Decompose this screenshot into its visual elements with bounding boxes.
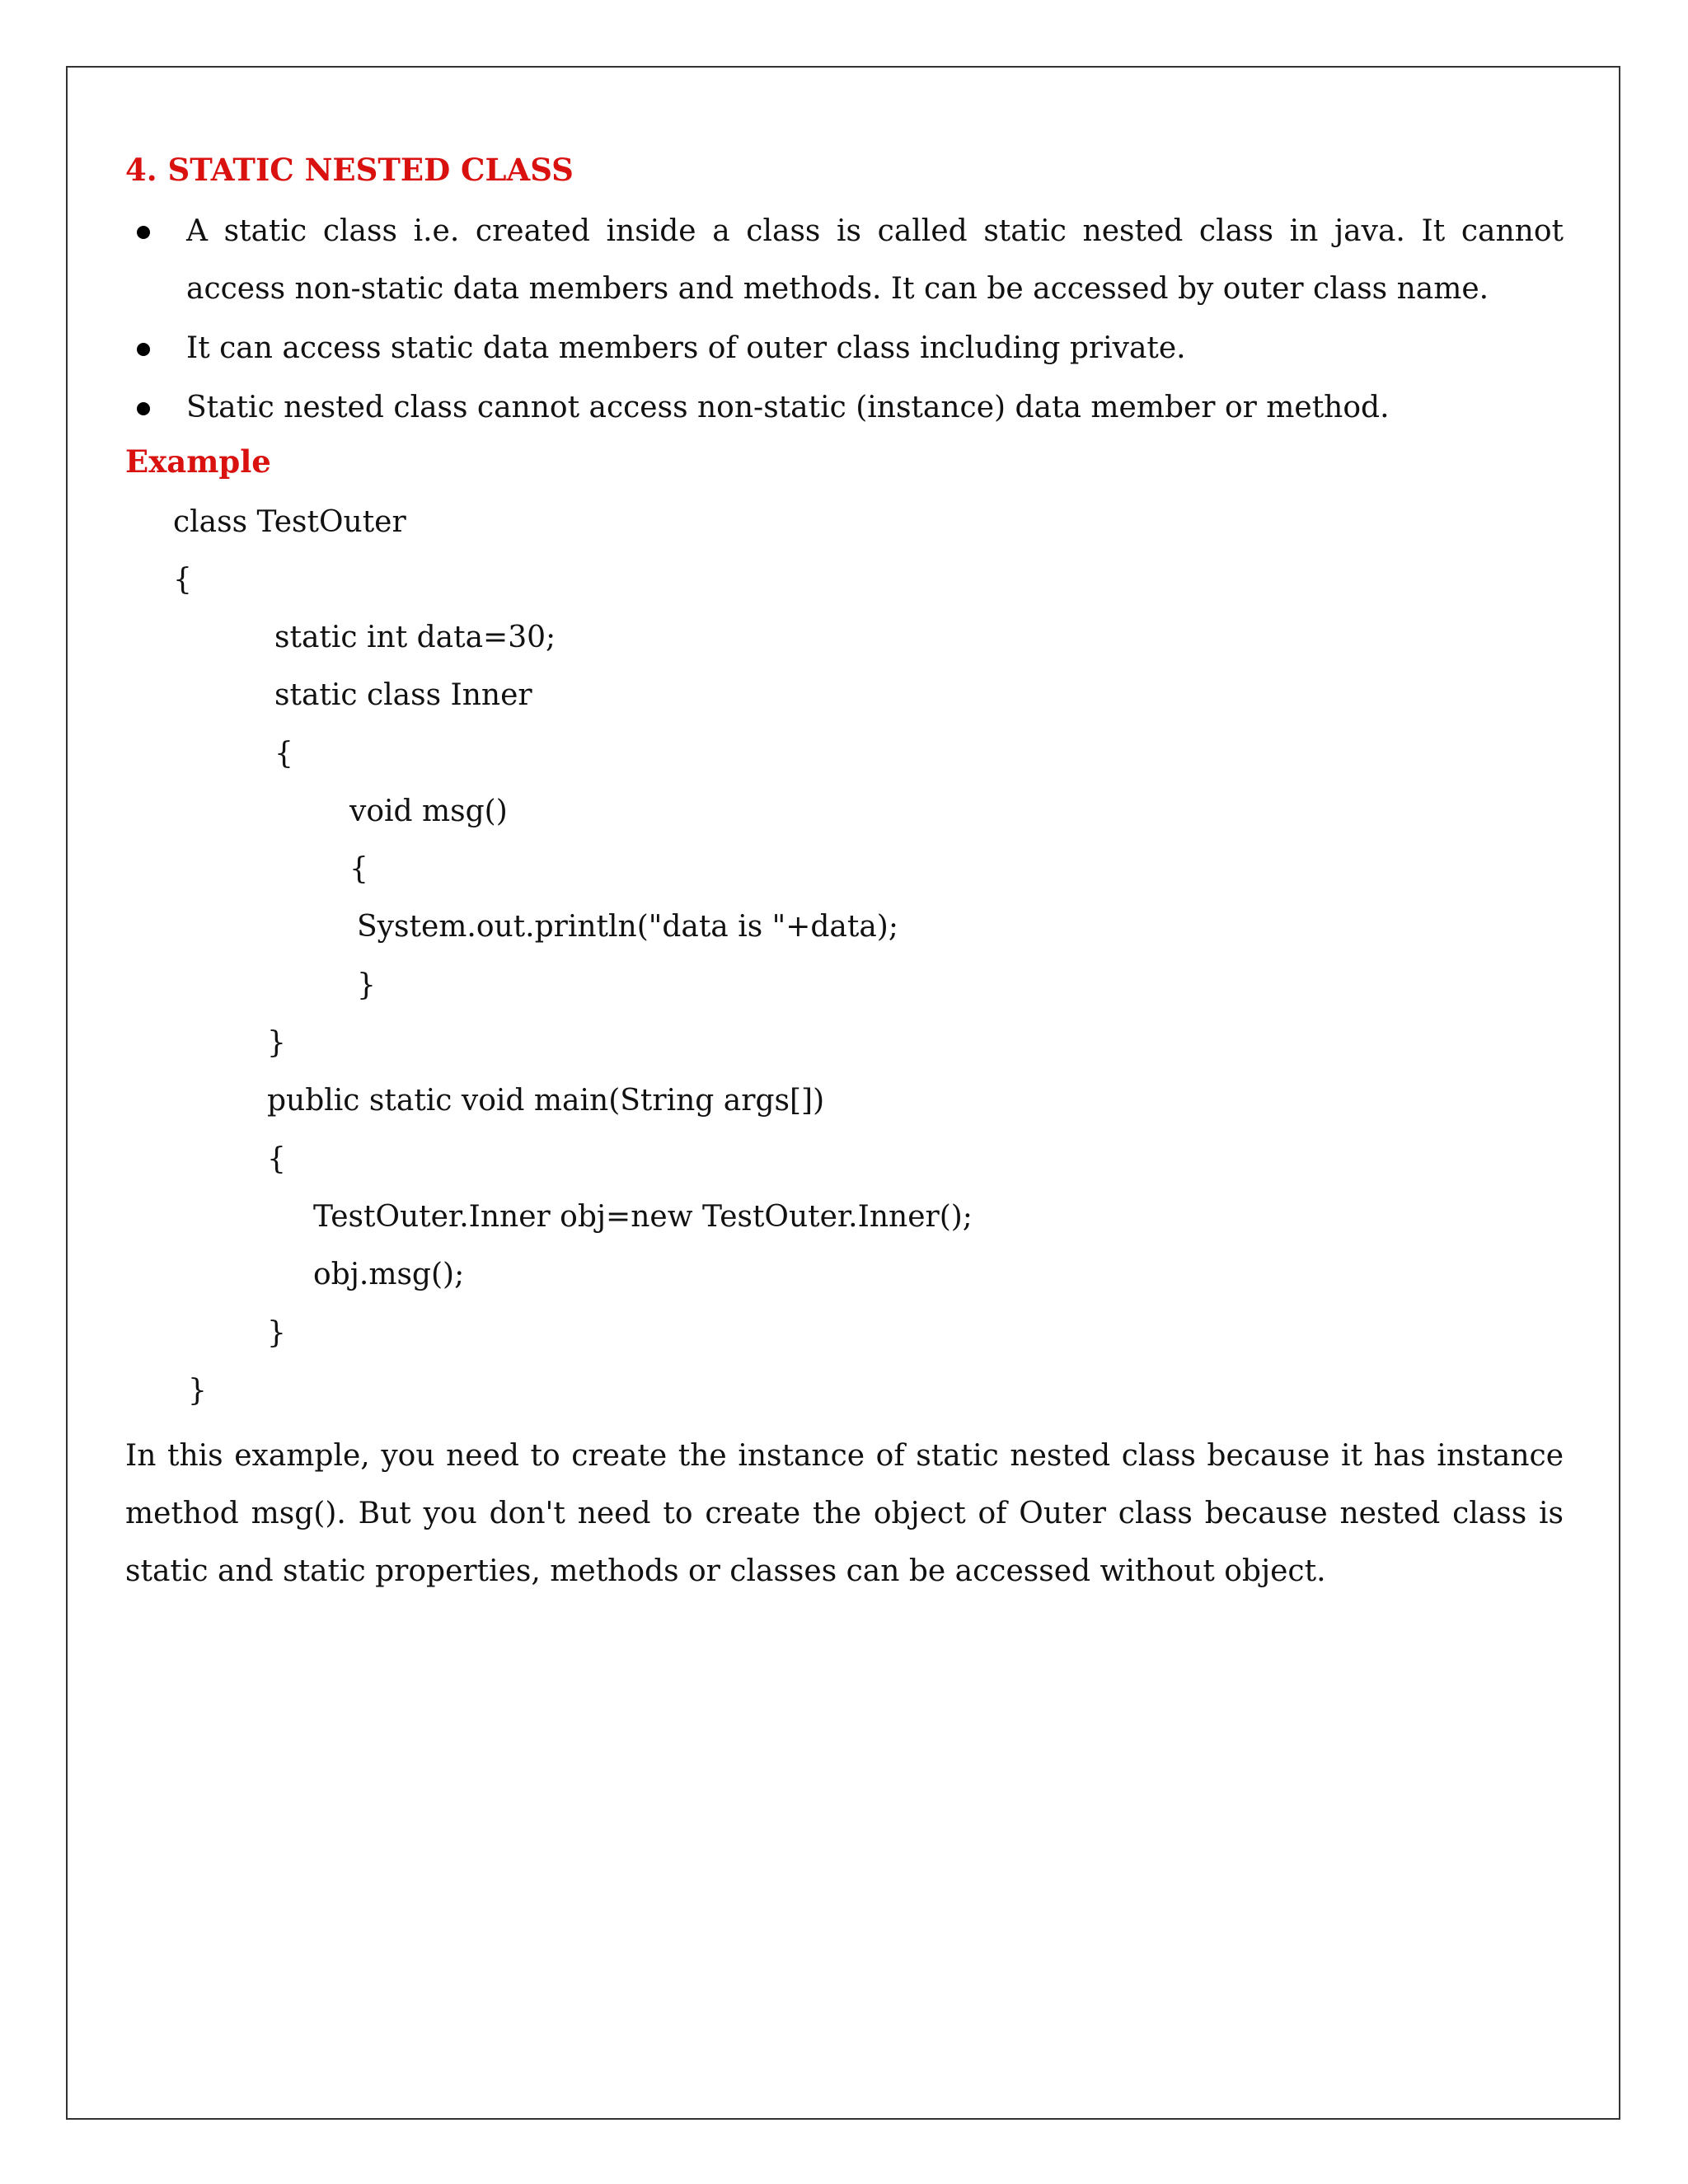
list-item xyxy=(125,203,1564,318)
code-line: static int data=30; xyxy=(274,621,556,654)
code-line: } xyxy=(267,1026,286,1060)
code-line: public static void main(String args[]) xyxy=(267,1084,825,1118)
bullet-icon xyxy=(137,343,150,356)
bullet-icon xyxy=(137,226,150,239)
bullet-text: It can access static data members of outer class including private. xyxy=(186,331,1186,365)
bullet-text: Static nested class cannot access non-static (instance) data member or method. xyxy=(186,391,1390,424)
explanation-paragraph: In this example, you need to create the instance of static nested class because it has instance method msg(). But you don't need to create the object of Outer class because nested class is static and static properties, methods or classes can be accessed without object. xyxy=(125,1439,1564,1588)
code-line: obj.msg(); xyxy=(313,1258,465,1291)
code-line: class TestOuter xyxy=(173,505,406,539)
code-line: { xyxy=(349,852,368,886)
example-heading: Example xyxy=(125,443,271,480)
code-line: TestOuter.Inner obj=new TestOuter.Inner(); xyxy=(313,1200,973,1234)
bullet-list xyxy=(125,203,1564,438)
code-line: static class Inner xyxy=(274,678,532,712)
bullet-text: A static class i.e. created inside a class is called static nested class in java. It cannot access non-static data members and methods. It can be accessed by outer class name. xyxy=(186,214,1564,306)
section-heading: 4. STATIC NESTED CLASS xyxy=(125,152,574,188)
list-item xyxy=(125,379,1564,437)
code-line: { xyxy=(274,737,293,771)
code-line: } xyxy=(267,1316,286,1350)
code-line: } xyxy=(357,968,376,1002)
list-item xyxy=(125,320,1564,377)
bullet-icon xyxy=(137,402,150,415)
code-line: } xyxy=(188,1374,207,1408)
code-line: void msg() xyxy=(349,794,508,828)
code-line: { xyxy=(267,1142,286,1176)
code-line: System.out.println("data is "+data); xyxy=(357,910,898,944)
code-line: { xyxy=(173,563,192,597)
